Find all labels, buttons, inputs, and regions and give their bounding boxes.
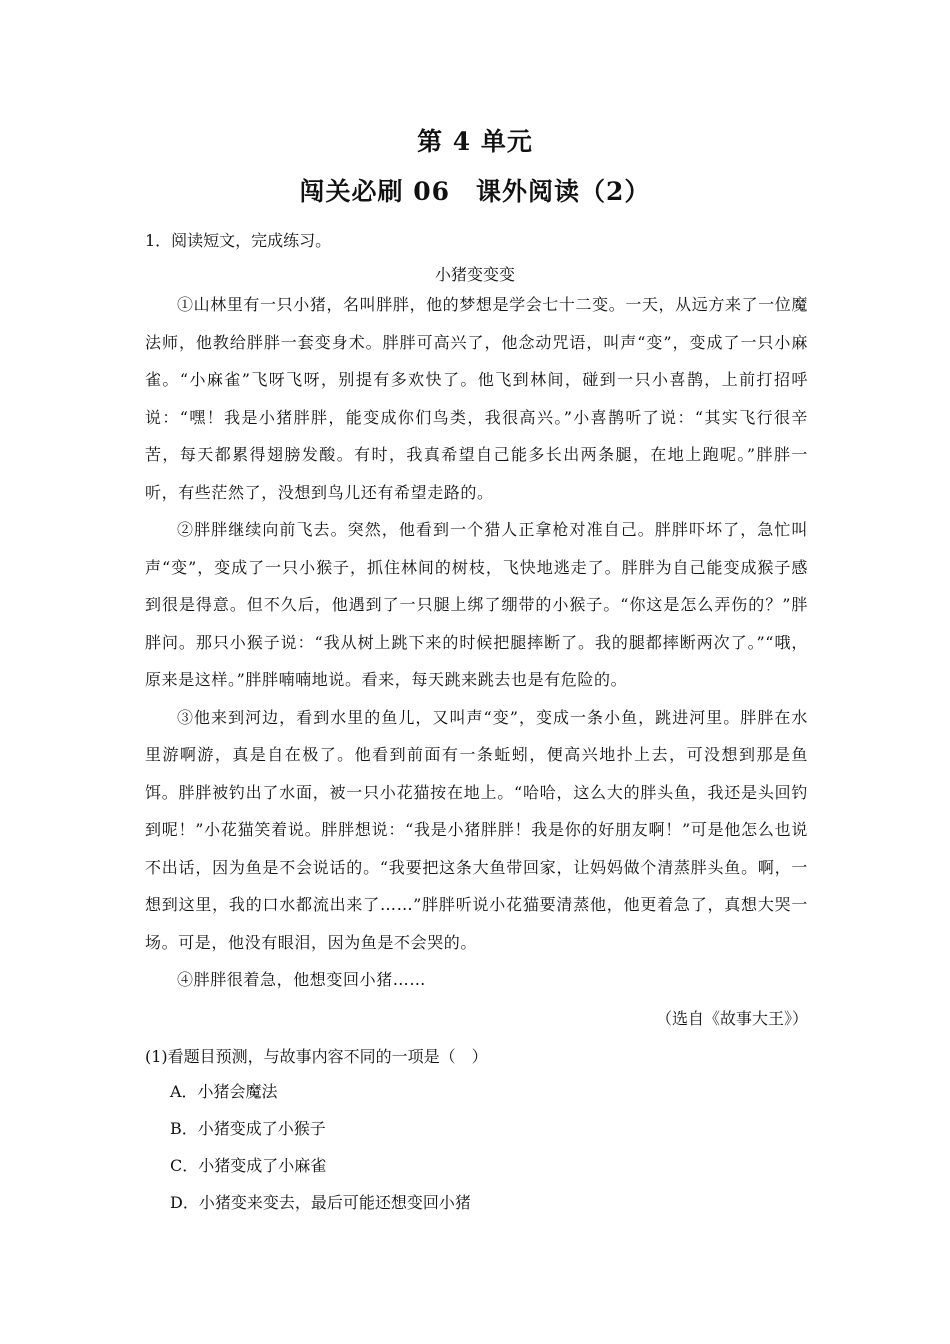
option-a: A．小猪会魔法 xyxy=(170,1082,278,1101)
story-source: （选自《故事大王》） xyxy=(655,1009,808,1028)
option-c: C．小猪变成了小麻雀 xyxy=(170,1156,327,1175)
story-paragraph-3: ③他来到河边，看到水里的鱼儿，又叫声“变”，变成一条小鱼，跳进河里。胖胖在水里游啊游，真是自在极了。他看到前面有一条蚯蚓，便高兴地扑上去，可没想到那是鱼饵。胖胖被钓出了水面，被一只小花猫按在地上。“哈哈，这么大的胖头鱼，我还是头回钓到呢！”小花猫笑着说。胖胖想说：“我是小猪胖胖！我是你的好朋友啊！”可是他怎么也说不出话，因为鱼是不会说话的。“我要把这条大鱼带回家，让妈妈做个清蒸胖头鱼。啊，一想到这里，我的口水都流出来了……”胖胖听说小花猫要清蒸他，他更着急了，真想大哭一场。可是，他没有眼泪，因为鱼是不会哭的。 xyxy=(145,707,808,952)
story-paragraph-2: ②胖胖继续向前飞去。突然，他看到一个猎人正拿枪对准自己。胖胖吓坏了，急忙叫声“变”，变成了一只小猴子，抓住林间的树枝，飞快地逃走了。胖胖为自己能变成猴子感到很是得意。但不久后，他遇到了一只腿上绑了绷带的小猴子。“你这是怎么弄伤的？”胖胖问。那只小猴子说：“我从树上跳下来的时候把腿摔断了。我的腿都摔断两次了。”“哦，原来是这样。”胖胖喃喃地说。看来，每天跳来跳去也是有危险的。 xyxy=(145,520,808,689)
story-paragraph-1: ①山林里有一只小猪，名叫胖胖，他的梦想是学会七十二变。一天，从远方来了一位魔法师，他教给胖胖一套变身术。胖胖可高兴了，他念动咒语，叫声“变”，变成了一只小麻雀。“小麻雀”飞呀飞呀，别提有多欢快了。他飞到林间，碰到一只小喜鹊，上前打招呼说：“嘿！我是小猪胖胖，能变成你们鸟类，我很高兴。”小喜鹊听了说：“其实飞行很辛苦，每天都累得翅膀发酸。有时，我真希望自己能多长出两条腿，在地上跑呢。”胖胖一听，有些茫然了，没想到鸟儿还有希望走路的。 xyxy=(145,295,808,502)
option-d: D．小猪变来变去，最后可能还想变回小猪 xyxy=(170,1193,471,1212)
option-b: B．小猪变成了小猴子 xyxy=(170,1119,326,1138)
page-title: 闯关必刷 06 课外阅读（2） xyxy=(299,177,651,206)
story-body xyxy=(145,286,808,999)
answer-options xyxy=(170,1080,471,1228)
unit-title: 第 4 单元 xyxy=(417,127,533,156)
story-paragraph-4: ④胖胖很着急，他想变回小猪…… xyxy=(177,970,427,989)
question-intro: 1．阅读短文，完成练习。 xyxy=(145,231,332,250)
story-title: 小猪变变变 xyxy=(434,265,515,284)
question-stem: (1)看题目预测，与故事内容不同的一项是（ ） xyxy=(145,1047,488,1066)
